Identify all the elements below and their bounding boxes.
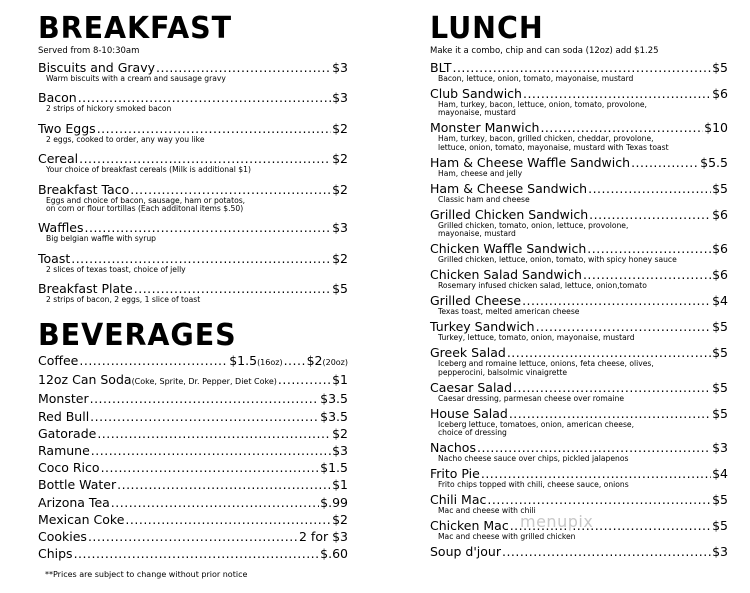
menu-item-description: mayonaise, mustard: [438, 108, 516, 118]
breakfast-section: [38, 11, 348, 313]
dot-leader: [78, 91, 331, 105]
dot-leader: [631, 156, 699, 170]
menu-item-description: Caesar dressing, parmesan cheese over romaine: [438, 393, 625, 403]
menu-item-description: choice of dressing: [438, 428, 507, 438]
dot-leader: [587, 242, 711, 256]
dot-leader: [156, 61, 331, 75]
breakfast-subtitle: Served from 8-10:30am: [38, 46, 140, 56]
menu-item-line: [38, 427, 348, 441]
lunch-section: [430, 11, 728, 563]
menu-item-line: [430, 467, 728, 481]
menu-item-name: Ramune: [38, 442, 90, 458]
menu-item-price: $6: [712, 267, 728, 283]
menu-item-description: Mac and cheese with chili: [438, 506, 536, 516]
menu-item-name: Two Eggs: [38, 120, 96, 136]
menu-item-description: lettuce, onion, tomato, mayonaise, mustard with Texas toast: [438, 142, 669, 152]
menu-item-description: 2 eggs, cooked to order, any way you like: [46, 134, 205, 144]
menu-item-price: $1.5: [320, 460, 348, 476]
menu-item: [38, 547, 348, 561]
menu-item: [38, 461, 348, 475]
menu-item: [38, 122, 348, 144]
menu-item-line: [38, 152, 348, 166]
menu-item-name: Breakfast Taco: [38, 181, 130, 197]
dot-leader: [125, 513, 331, 527]
dot-leader: [452, 61, 711, 75]
menu-item-price: $5: [712, 518, 728, 534]
menu-item: [38, 496, 348, 510]
beverages-heading: BEVERAGES: [38, 318, 237, 353]
menu-item-name: Turkey Sandwich: [430, 319, 535, 335]
menu-item-name: Monster Manwich: [430, 120, 540, 136]
menu-item-price: $5: [712, 345, 728, 361]
menu-item: [38, 354, 348, 370]
menu-item-description: on corn or flour tortillas (Each additonal items $.50): [46, 204, 244, 214]
menu-item-description: Iceberg and romaine lettuce, onions, feta cheese, olives,: [438, 359, 654, 369]
dot-leader: [79, 152, 331, 166]
menu-item-line: [38, 530, 348, 544]
menu-item-name: Club Sandwich: [430, 86, 522, 101]
menu-item-name: Greek Salad: [430, 345, 506, 361]
dot-leader: [97, 427, 331, 441]
lunch-heading: LUNCH: [430, 11, 544, 46]
menu-item-name: Cereal: [38, 151, 79, 167]
menu-item-description: Grilled chicken, lettuce, onion, tomato, with spicy honey sauce: [438, 255, 677, 265]
dot-leader: [88, 530, 298, 544]
menu-item: [38, 427, 348, 441]
menu-item: [430, 182, 728, 204]
menu-item-line: [430, 87, 728, 101]
menu-item-price: $6: [712, 86, 728, 101]
menu-item-name: Chili Mac: [430, 492, 487, 508]
menu-item-description: Ham, cheese and jelly: [438, 168, 523, 178]
menu-item-price: $3.5: [320, 408, 348, 424]
dot-leader: [487, 493, 711, 507]
menu-item: [430, 87, 728, 118]
menu-item: [38, 530, 348, 544]
menu-item-line: [38, 61, 348, 75]
menu-item: [38, 183, 348, 214]
menu-item-line: [430, 381, 728, 395]
lunch-list: [430, 61, 728, 559]
menu-item-name: Red Bull: [38, 408, 90, 424]
menu-item-price: $1.5: [229, 353, 258, 368]
menu-item-description: pepperocini, balsolmic vinaigrette: [438, 367, 568, 377]
menu-item-line: [430, 407, 728, 421]
menu-item: [430, 381, 728, 403]
price-footnote: **Prices are subject to change without prior notice: [45, 570, 248, 579]
menu-item-description: Ham, turkey, bacon, lettuce, onion, tomato, provolone,: [438, 100, 647, 109]
menu-item-name: Mexican Coke: [38, 511, 125, 527]
menu-item-name: Biscuits and Gravy: [38, 60, 155, 75]
menu-item-line: [430, 441, 728, 455]
dot-leader: [507, 346, 711, 360]
menu-item-name: Coco Rico: [38, 460, 100, 476]
menu-item-price: $2: [332, 151, 348, 167]
menu-item-price: $3: [332, 442, 348, 458]
dot-leader: [481, 467, 711, 481]
menu-item-price: $2: [332, 120, 348, 136]
menu-item: [430, 441, 728, 463]
menu-item-line: [430, 320, 728, 334]
menu-item-line: [38, 461, 348, 475]
menu-item-line: [38, 496, 348, 510]
menu-item-price: $5: [712, 379, 728, 395]
menu-item-line: [38, 513, 348, 527]
menu-item-name: Chicken Mac: [430, 518, 509, 534]
menu-item-price: $5: [332, 281, 348, 297]
menu-item-name: Cookies: [38, 528, 87, 544]
menu-item-line: [38, 122, 348, 136]
menu-item-price: $2: [332, 511, 348, 527]
menu-item-line: [38, 410, 348, 424]
menu-item-line: [38, 183, 348, 197]
menu-item-description: Big belgian waffle with syrup: [46, 234, 156, 244]
menu-item-name: Chicken Salad Sandwich: [430, 267, 582, 283]
dot-leader: [588, 182, 711, 196]
menu-item: [38, 61, 348, 83]
menu-item-name: Breakfast Plate: [38, 281, 133, 297]
breakfast-list: [38, 61, 348, 305]
menu-item-price: $2: [332, 181, 348, 197]
dot-leader: [85, 221, 332, 235]
menu-item-line: [430, 545, 728, 559]
menu-item-description: 2 strips of bacon, 2 eggs, 1 slice of toast: [46, 295, 201, 305]
menu-item-description: Turkey, lettuce, tomato, onion, mayonaise, mustard: [438, 333, 635, 343]
beverages-list: [38, 354, 348, 561]
menu-item-note-large: (20oz): [322, 358, 348, 367]
menu-item-name: Gatorade: [38, 425, 97, 441]
menu-item-line: [430, 182, 728, 196]
menu-item: [38, 444, 348, 458]
menu-item-line: [430, 493, 728, 507]
menu-item-line: [38, 91, 348, 105]
menu-item-line: [38, 221, 348, 235]
menu-item-price: $6: [712, 206, 728, 222]
menu-item-price: $5: [712, 60, 728, 75]
menu-item-price: $5: [712, 405, 728, 421]
dot-leader: [536, 320, 711, 334]
beverages-section: [38, 318, 348, 564]
menu-item-name: Monster: [38, 391, 89, 407]
menu-item: [430, 121, 728, 152]
dot-leader: [97, 122, 331, 136]
menu-item-name: Coffee: [38, 353, 79, 368]
dot-leader: [74, 547, 320, 561]
menu-item: [430, 320, 728, 342]
menu-item-price: $1: [332, 372, 348, 388]
menu-item-price-large: $2: [306, 353, 323, 368]
menu-item-price: $2: [332, 250, 348, 266]
menu-item-line: [430, 242, 728, 256]
menu-item-name: Grilled Chicken Sandwich: [430, 206, 589, 222]
menu-item: [38, 91, 348, 113]
menu-item-description: Grilled chicken, tomato, onion, lettuce, provolone,: [438, 220, 629, 230]
menu-item-description: Warm biscuits with a cream and sausage gravy: [46, 74, 226, 83]
menu-item-name: Ham & Cheese Waffle Sandwich: [430, 154, 631, 170]
dot-leader: [71, 252, 331, 266]
menu-item-description: Bacon, lettuce, onion, tomato, mayonaise, mustard: [438, 74, 634, 83]
menu-item-price: $.99: [320, 494, 348, 510]
menu-item-name: Ham & Cheese Sandwich: [430, 180, 588, 196]
menu-item-price: $4: [712, 466, 728, 482]
dot-leader: [477, 441, 711, 455]
menu-item: [38, 513, 348, 527]
menu-item-description: Texas toast, melted american cheese: [438, 307, 580, 317]
menu-item-description: Eggs and choice of bacon, sausage, ham or potatos,: [46, 195, 246, 205]
menu-item-line: [38, 392, 348, 406]
menu-item-description: Ham, turkey, bacon, grilled chicken, cheddar, provolone,: [438, 134, 654, 144]
menu-item-name: Arizona Tea: [38, 494, 110, 510]
menu-item-line: [38, 282, 348, 296]
menu-item-price: $3.5: [320, 391, 348, 407]
dot-leader: [278, 373, 331, 387]
menu-item-line: [430, 268, 728, 282]
menu-item: [430, 208, 728, 239]
dot-leader: [589, 208, 711, 222]
menu-item: [430, 61, 728, 83]
menu-item-name: Bacon: [38, 90, 77, 106]
menu-item-description: Frito chips topped with chili, cheese sauce, onions: [438, 480, 629, 490]
menu-item-price: $3: [332, 90, 348, 106]
breakfast-heading: BREAKFAST: [38, 11, 233, 46]
dot-leader: [117, 478, 331, 492]
dot-leader: [523, 87, 711, 101]
watermark-text: menupix: [520, 512, 594, 531]
dot-leader: [284, 354, 306, 368]
dot-leader: [522, 294, 711, 308]
menu-item: [38, 252, 348, 274]
menu-item-name: Chips: [38, 546, 73, 562]
menu-item-price: $3: [712, 544, 728, 560]
menu-item-description: Iceberg lettuce, tomatoes, onion, american cheese,: [438, 419, 635, 429]
dot-leader: [130, 183, 331, 197]
menu-item-price: $5: [712, 180, 728, 196]
menu-item-price: $5: [712, 319, 728, 335]
menu-item-line: [38, 354, 348, 370]
menu-item: [38, 152, 348, 174]
menu-item-description: mayonaise, mustard: [438, 229, 516, 239]
menu-item-description: Your choice of breakfast cereals (Milk is additional $1): [46, 165, 251, 175]
dot-leader: [90, 410, 319, 424]
menu-item-line: [430, 61, 728, 75]
menu-item: [430, 407, 728, 438]
dot-leader: [583, 268, 711, 282]
menu-item-name: Chicken Waffle Sandwich: [430, 241, 587, 257]
menu-item-description: 2 slices of texas toast, choice of jelly: [46, 264, 186, 274]
menu-item: [430, 346, 728, 377]
menu-item-description: Nacho cheese sauce over chips, pickled jalapenos: [438, 454, 629, 464]
menu-item: [38, 478, 348, 492]
menu-item: [38, 282, 348, 304]
menu-item: [430, 467, 728, 489]
dot-leader: [502, 545, 711, 559]
menu-item-line: [38, 547, 348, 561]
menu-item-description: Mac and cheese with grilled chicken: [438, 532, 576, 542]
menu-item: [430, 242, 728, 264]
menu-item: [430, 545, 728, 559]
dot-leader: [513, 381, 711, 395]
menu-item-name: Grilled Cheese: [430, 293, 522, 309]
menu-item-line: [430, 346, 728, 360]
menu-item-price: $5: [712, 492, 728, 508]
menu-item-description: Rosemary infused chicken salad, lettuce, onion,tomato: [438, 281, 647, 291]
dot-leader: [79, 354, 228, 368]
menu-item-name: Toast: [38, 250, 71, 266]
menu-item-price: $1: [332, 477, 348, 493]
menu-item-line: [38, 373, 348, 389]
menu-item-name: Bottle Water: [38, 477, 117, 493]
dot-leader: [111, 496, 319, 510]
menu-item-name: Caesar Salad: [430, 379, 513, 395]
lunch-subtitle: Make it a combo, chip and can soda (12oz) add $1.25: [430, 46, 659, 56]
menu-item-line: [430, 294, 728, 308]
menu-item-line: [38, 252, 348, 266]
dot-leader: [540, 121, 703, 135]
menu-item: [38, 373, 348, 389]
menu-item-name: Waffles: [38, 220, 84, 236]
menu-item-price: 2 for $3: [299, 528, 348, 544]
menu-item-price: $2: [332, 425, 348, 441]
menu-item-note: (Coke, Sprite, Dr. Pepper, Diet Coke): [131, 377, 277, 387]
menu-item-price: $3: [332, 60, 348, 75]
menu-item-description: Classic ham and cheese: [438, 194, 530, 204]
menu-item-price: $3: [712, 440, 728, 456]
menu-item-price: $5.5: [700, 154, 728, 170]
menu-item: [430, 294, 728, 316]
menu-item-name: Soup d'jour: [430, 544, 501, 560]
dot-leader: [101, 461, 320, 475]
menu-item-note: (16oz): [257, 358, 283, 367]
dot-leader: [91, 444, 331, 458]
menu-item-line: [430, 208, 728, 222]
menu-item-line: [38, 478, 348, 492]
menu-item-name: BLT: [430, 60, 452, 75]
menu-item-line: [430, 121, 728, 135]
menu-item: [430, 268, 728, 290]
menu-item-name: 12oz Can Soda: [38, 372, 132, 388]
menu-item-name: Frito Pie: [430, 466, 480, 482]
menu-item-price: $6: [712, 241, 728, 257]
menu-item-price: $10: [704, 120, 728, 136]
menu-item-line: [38, 444, 348, 458]
menu-item-price: $3: [332, 220, 348, 236]
dot-leader: [509, 407, 711, 421]
menu-item-line: [430, 156, 728, 170]
menu-item-name: Nachos: [430, 440, 476, 456]
menu-item-description: 2 strips of hickory smoked bacon: [46, 104, 172, 114]
menu-item: [38, 221, 348, 243]
menu-item-price: $4: [712, 293, 728, 309]
dot-leader: [90, 392, 320, 406]
menu-item: [38, 392, 348, 406]
menu-item: [38, 410, 348, 424]
menu-item-price: $.60: [320, 546, 348, 562]
menu-item: [430, 156, 728, 178]
dot-leader: [134, 282, 331, 296]
menu-item-name: House Salad: [430, 405, 508, 421]
